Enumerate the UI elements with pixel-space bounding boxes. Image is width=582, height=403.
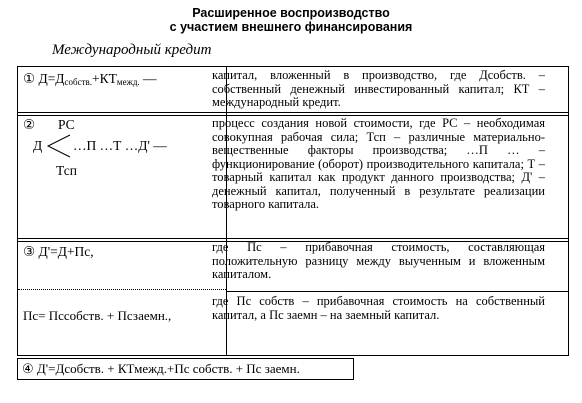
row-2-number: ② (23, 117, 36, 132)
row-1-number: ① (23, 71, 36, 86)
row-2-rs-label: РС (58, 117, 75, 132)
row-2-description: процесс создания новой стоимости, где РС – необходимая совокупная рабочая сила; Тсп – различные материально-вещественные факторы производства; …П … – функционирование (оборот) производительного капитала; Т – товарный капитал как продукт данного производства; Д' – денежный капитал, полученный в результате реализации товарного капитала. (212, 116, 545, 211)
row-divider-3 (226, 291, 568, 292)
row-divider-3-dotted (18, 289, 226, 290)
section-subtitle: Международный кредит (52, 42, 212, 58)
row-2-tsp-label: Тсп (56, 163, 77, 178)
row-3-formula-2: Пс= Пссобств. + Псзаемн., (23, 308, 172, 323)
row-1-formula: ① $Д=Д_{собств.}+КТ_{межд.}$ — (23, 71, 157, 87)
row-3-description-1: где Пс – прибавочная стоимость, составляющая положительную разницу между выученным и вложенным капиталом. (212, 240, 545, 281)
row-3-description-2: где Пс собств – прибавочная стоимость на собственный капитал, а Пс заемн – на заемный капитал. (212, 294, 545, 322)
row-4-formula: ④ Д'=Дсобств. + КТмежд.+Пс собств. + Пс заемн. (22, 361, 300, 376)
row-3-formula-1: ③ Д'=Д+Пс, (23, 244, 94, 259)
row-1-description (212, 69, 545, 110)
slide-title (0, 6, 582, 34)
title-line-1: Расширенное воспроизводство (192, 6, 390, 20)
row-2-branch-icon (46, 133, 72, 161)
title-line-2: с участием внешнего финансирования (169, 20, 413, 34)
row-1-description-text: капитал, вложенный в производство, где Дсобств. – собственный денежный инвестированный капитал; КТ – международный кредит. (212, 68, 545, 109)
row-2-d-label: Д (33, 138, 43, 153)
row-2-chain: …П …Т …Д' — (73, 138, 167, 153)
